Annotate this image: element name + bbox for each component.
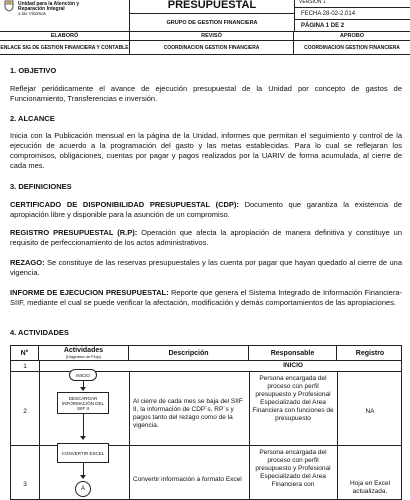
row3-registro: Hoja en Excel actualizada. (349, 480, 391, 495)
row2-registro: NA (365, 408, 375, 415)
org-name-line3: a las Víctimas (18, 11, 47, 16)
informe-definition (10, 288, 402, 308)
col-descripcion-label: Descripción (168, 349, 209, 357)
col-header-descripcion (129, 346, 249, 361)
rp-text: Operación que afecta la apropiación de manera definitiva y constituye un requisito de perfeccionamiento de los actos administrativos. (10, 228, 403, 247)
rp-term: REGISTRO PRESUPUESTAL (R.P): (10, 228, 138, 237)
aprobo-value: COORDINACION GESTION FINANCIERA (304, 44, 400, 51)
rezago-text: Se constituye de las reservas presupuestales y las cuenta por pagar que hayan quedado al cierre de una vigencia. (10, 258, 402, 277)
row3-responsable: Persona encargada del proceso con perfil presupuesto y Profesional Especializado del Area Financiera con (255, 449, 331, 488)
col-responsable-label: Responsable (270, 349, 315, 357)
approval-labels-row (0, 32, 410, 41)
rezago-definition (10, 258, 402, 278)
col-no-label: N° (20, 349, 29, 357)
page-number-cell: PÁGINA 1 DE 2 (294, 20, 410, 32)
flowchart-arrowhead-2 (80, 436, 86, 440)
col-header-responsable (249, 346, 337, 361)
definiciones-heading: 3. DEFINICIONES (10, 182, 72, 191)
objetivo-text: Reflejar periódicamente el avance de ejecución presupuestal de la Unidad por concepto de gastos de Funcionamiento, Transferencias e inversión. (10, 84, 402, 103)
informe-text: Reporte que genera el Sistema Integrado de Información Financiera-SIIF, mediante el cual se puede verificar la afectación, modificación y demás comportamientos de las apropiaciones. (10, 288, 403, 307)
reviso-value: COORDINACION GESTION FINANCIERA (130, 41, 294, 54)
flowchart-connector: A (75, 481, 91, 497)
cdp-term: CERTIFICADO DE DISPONIBILIDAD PRESUPUESTAL (CDP): (10, 200, 239, 209)
version-cell: VERSIÓN 1 (294, 0, 410, 8)
aprobo-label: APROBO (339, 33, 365, 39)
col-divider-2 (129, 371, 130, 500)
group-name: GRUPO DE GESTION FINANCIERA (130, 14, 294, 32)
col-header-actividades (39, 346, 129, 361)
flowchart-arrowhead-3 (80, 475, 86, 479)
rezago-term: REZAGO: (10, 258, 45, 267)
col-divider-1 (39, 371, 40, 500)
org-name-line2: Reparación Integral (18, 6, 65, 12)
crest-icon (4, 0, 14, 12)
flowchart-arrow-2 (83, 414, 84, 438)
row2-responsable: Persona encargada del proceso con perfil presupuesto y Profesional Especializado del Area Financiera con funciones de presupuesto (252, 375, 334, 422)
document-header (0, 0, 410, 62)
elaboro-label: ELABORÓ (0, 32, 130, 40)
col-divider-4 (337, 371, 338, 500)
flowchart-download-box: DESCARGAR INFORMACIÓN DEL SIIF II (57, 392, 109, 414)
objetivo-heading: 1. OBJETIVO (10, 66, 57, 75)
actividades-heading: 4. ACTIVIDADES (10, 328, 69, 337)
col-actividades-label: Actividades (63, 347, 104, 354)
row1-divider (39, 361, 40, 371)
alcance-text: Inicia con la Publicación mensual en la página de la Unidad, informes que permitan el seguimiento y control de la ejecución de acuerdo a la programación del gasto y las metas establecidas. Para lo cual se reflejaran los compromisos, obligaciones, cuentas por pagar y pagos realizados por la UARIV de forma acumulada, al cierre de cada mes. (10, 131, 402, 170)
activities-table (10, 345, 402, 500)
col-actividades-sublabel: (Diagrama de Flujo) (65, 354, 102, 359)
row1-inicio-label: INICIO (283, 362, 303, 369)
col-registro-label: Registro (355, 349, 385, 357)
alcance-heading: 2. ALCANCE (10, 114, 55, 123)
row3-descripcion: Convertir información a formato Excel (133, 476, 242, 483)
approval-values-row (0, 41, 410, 55)
cdp-definition (10, 200, 402, 220)
flowchart-arrowhead-1 (80, 387, 86, 391)
org-name-line1: Unidad para la Atención y (18, 1, 80, 7)
document-title: PRESUPUESTAL (130, 0, 294, 14)
cdp-text: Documento que garantiza la existencia de apropiación libre y disponible para la asunción de un compromiso. (10, 200, 402, 219)
col-header-registro (337, 346, 402, 361)
row3-number: 3 (23, 481, 27, 488)
col-header-no (11, 346, 39, 361)
row2-descripcion: Al cierre de cada mes se baja del SIIF II, la información de CDP´s, RP´s y pagos tanto del rezago como de la vigencia. (133, 398, 243, 429)
informe-term: INFORME DE EJECUCION PRESUPUESTAL: (10, 288, 169, 297)
rp-definition (10, 228, 402, 248)
flowchart-start: INICIO (69, 369, 97, 381)
reviso-label: REVISÓ (130, 32, 294, 40)
col-divider-3 (249, 371, 250, 500)
organization-logo (0, 0, 130, 32)
row1-number: 1 (23, 363, 27, 370)
elaboro-value: ENLACE SIG DE GESTION FINANCIERA Y CONTABLE (0, 41, 130, 54)
flowchart-convert-box: CONVERTIR EXCEL (57, 443, 109, 463)
date-cell: FECHA 28-02-2.014 (294, 8, 410, 20)
row2-number: 2 (23, 408, 27, 415)
